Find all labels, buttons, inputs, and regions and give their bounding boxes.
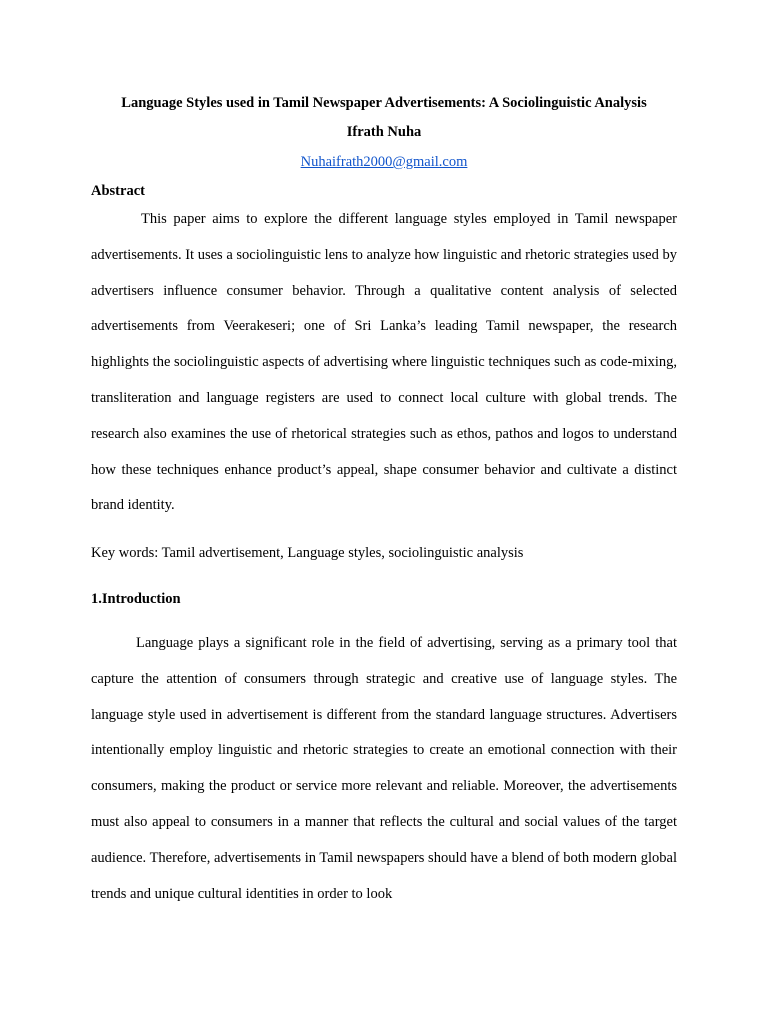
author-email [0, 152, 768, 172]
author-name: Ifrath Nuha [346, 124, 422, 140]
email-link[interactable]: Nuhaifrath2000@gmail.com [300, 154, 468, 170]
abstract-heading: Abstract [91, 183, 145, 199]
paper-title: Language Styles used in Tamil Newspaper Advertisements: A Sociolinguistic Analysis [121, 95, 647, 111]
abstract-paragraph: This paper aims to explore the different language styles employed in Tamil newspaper advertisements. It uses a sociolinguistic lens to analyze how linguistic and rhetoric strategies used by advertisers influence consumer behavior. Through a qualitative content analysis of selected advertisements from Veerakeseri; one of Sri Lanka’s leading Tamil newspaper, the research highlights the sociolinguistic aspects of advertising where linguistic techniques such as code-mixing, transliteration and language registers are used to connect local culture with global trends. The research also examines the use of rhetorical strategies such as ethos, pathos and logos to understand how these techniques enhance product’s appeal, shape consumer behavior and cultivate a distinct brand identity. [91, 211, 677, 514]
introduction-paragraph: Language plays a significant role in the field of advertising, serving as a primary tool that capture the attention of consumers through strategic and creative use of language styles. The language style used in advertisement is different from the standard language structures. Advertisers intentionally employ linguistic and rhetoric strategies to create an emotional connection with their consumers, making the product or service more relevant and reliable. Moreover, the advertisements must also appeal to consumers in a manner that reflects the cultural and social values of the target audience. Therefore, advertisements in Tamil newspapers should have a blend of both modern global trends and unique cultural identities in order to look [91, 635, 677, 902]
keywords-line: Key words: Tamil advertisement, Language styles, sociolinguistic analysis [91, 545, 524, 561]
introduction-heading: 1.Introduction [91, 591, 181, 607]
